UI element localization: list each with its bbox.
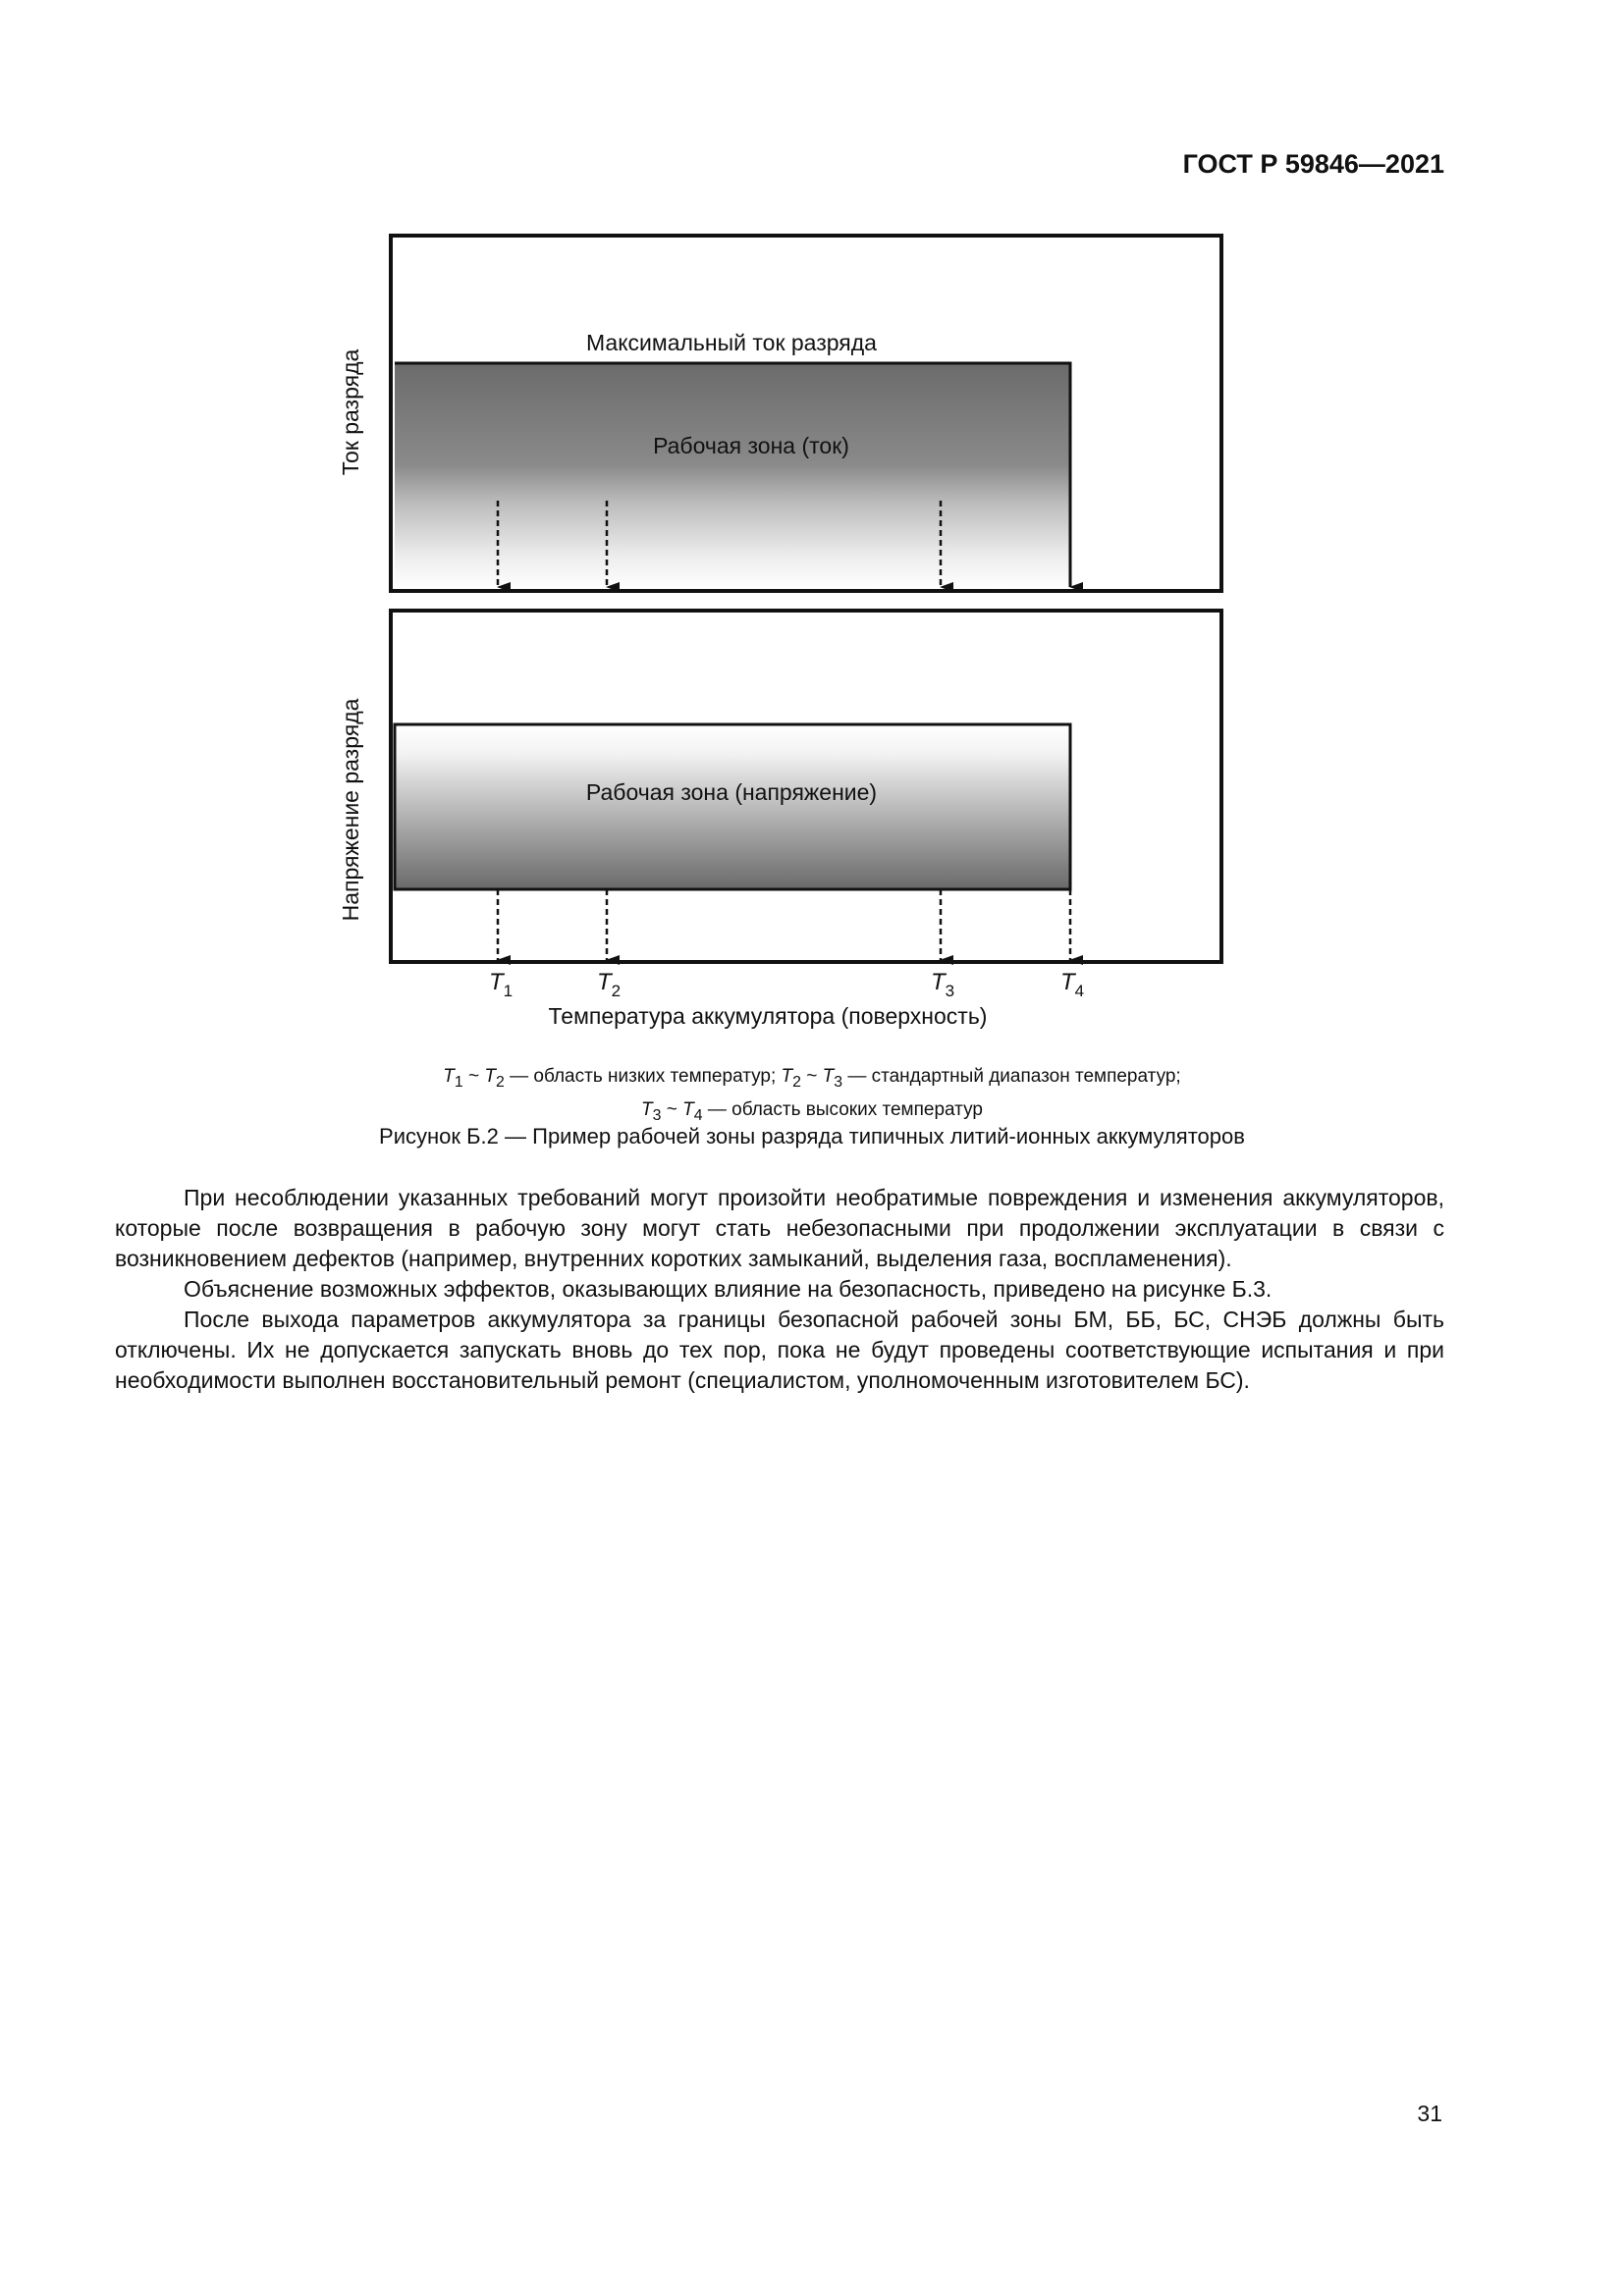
body-text <box>115 1183 1444 1396</box>
t2-label: $T_2$ <box>597 969 622 1000</box>
top-zone-label: Рабочая зона (ток) <box>653 433 849 458</box>
paragraph-2: Объяснение возможных эффектов, оказывающих влияние на безопасность, приведено на рисунке Б.3. <box>184 1276 1272 1302</box>
legend-line-2: $T_3$ ~ $T_4$ — область высоких температур <box>641 1098 983 1124</box>
current-axis-label: Ток разряда <box>338 348 363 476</box>
bottom-working-zone <box>395 724 1070 889</box>
t1-label: $T_1$ <box>489 969 514 1000</box>
t3-label: $T_3$ <box>931 969 955 1000</box>
voltage-axis-label: Напряжение разряда <box>338 698 363 922</box>
bottom-zone-label: Рабочая зона (напряжение) <box>585 779 878 805</box>
document-id: ГОСТ Р 59846—2021 <box>1182 149 1444 179</box>
legend-line-1: $T_1$ ~ $T_2$ — область низких температур; $T_2$ ~ $T_3$ — стандартный диапазон температур; <box>443 1066 1181 1091</box>
paragraph-3: После выхода параметров аккумулятора за границы безопасной рабочей зоны БМ, ББ, БС, СНЭБ должны быть отключены. Их не допускается запускать вновь до тех пор, пока не будут проведены соответствующие испытания и при необходимости выполнен восстановительный ремонт (специалистом, уполномоченным изготовителем БС). <box>115 1307 1444 1393</box>
t4-label: $T_4$ <box>1060 969 1085 1000</box>
top-working-zone <box>395 363 1070 589</box>
figure-caption: Рисунок Б.2 — Пример рабочей зоны разряда типичных литий-ионных аккумуляторов <box>379 1124 1245 1148</box>
temperature-axis-label: Температура аккумулятора (поверхность) <box>548 1003 988 1029</box>
figure-legend <box>295 1063 1329 1130</box>
max-current-label: Максимальный ток разряда <box>586 330 877 355</box>
page-number: 31 <box>1417 2101 1442 2126</box>
paragraph-1: При несоблюдении указанных требований могут произойти необратимые повреждения и изменения аккумуляторов, которые после возвращения в рабочую зону могут стать небезопасными при продолжении эксплуатации в связи с возникновением дефектов (например, внутренних коротких замыканий, выделения газа, воспламенения). <box>115 1185 1444 1271</box>
